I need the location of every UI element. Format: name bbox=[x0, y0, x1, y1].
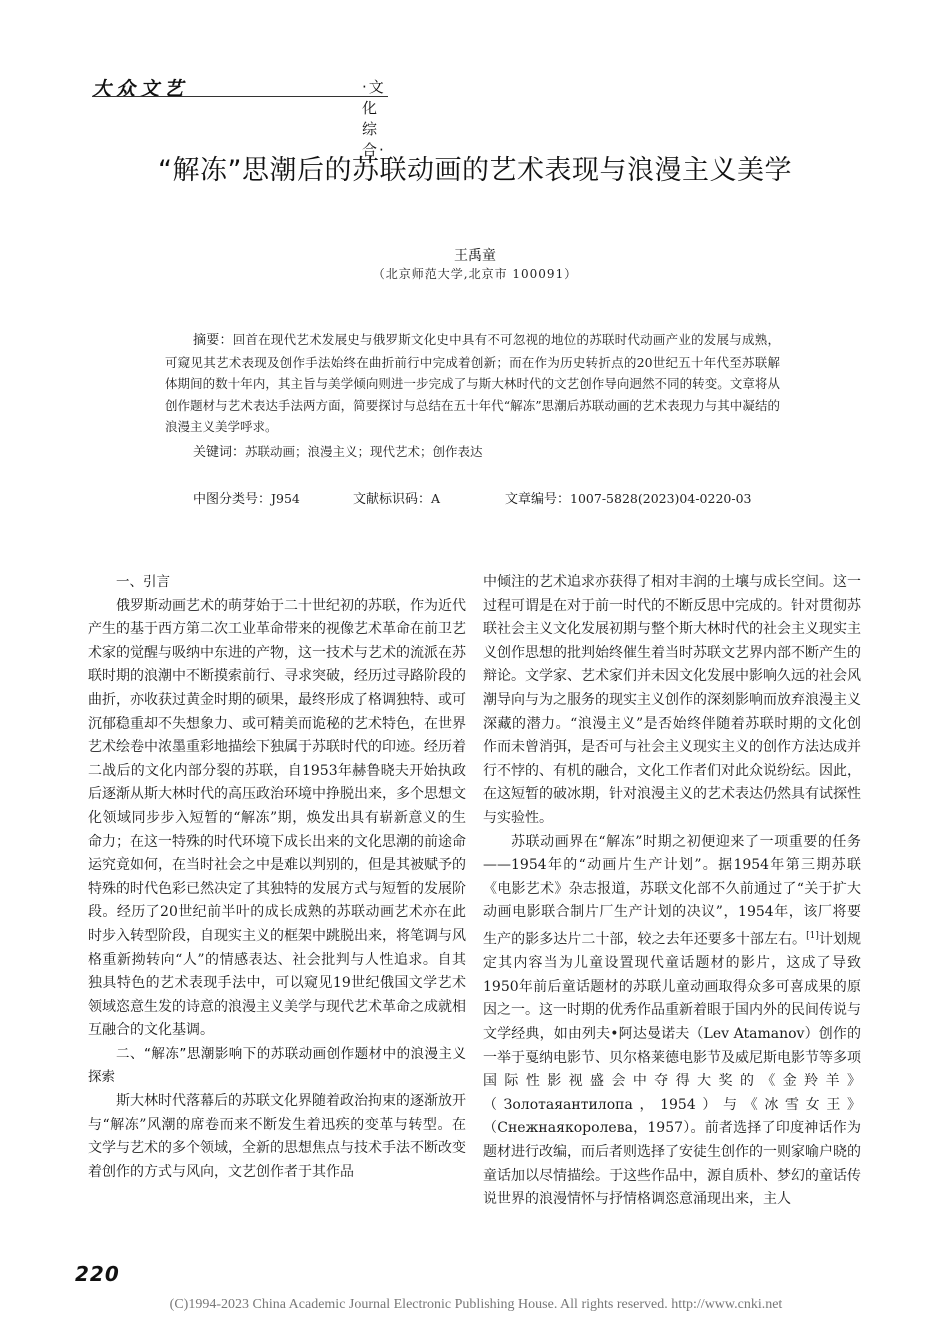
copyright-line: (C)1994-2023 China Academic Journal Electronic Publishing House. All rights reserved. http://www.cnki.net bbox=[169, 1297, 783, 1312]
paragraph-text: 苏联动画界在“解冻”时期之初便迎来了一项重要的任务——1954年的“动画片生产计划”。据1954年第三期苏联《电影艺术》杂志报道，苏联文化部不久前通过了“关于扩大动画电影联合制片厂生产计划的决议”，1954年，该厂将要生产的影多达片二十部，较之去年还要多十部左右。 bbox=[483, 833, 861, 948]
keywords bbox=[193, 441, 783, 460]
article-number bbox=[505, 488, 752, 507]
section-heading: 一、引言 bbox=[116, 574, 170, 590]
author-affiliation: （北京师范大学,北京市 100091） bbox=[372, 267, 578, 281]
citation-ref[interactable]: [1] bbox=[806, 930, 819, 941]
clc-value: J954 bbox=[271, 491, 300, 506]
journal-name: 大众文艺 bbox=[92, 78, 189, 100]
keywords-label: 关键词： bbox=[193, 445, 246, 460]
author-name: 王禹童 bbox=[454, 248, 496, 264]
paragraph: 中倾注的艺术追求亦获得了相对丰润的土壤与成长空间。这一过程可谓是在对于前一时代的不断反思中完成的。针对贯彻苏联社会主义文化发展初期与整个斯大林时代的社会主义现实主义创作思想的批判始终催生着当时苏联文艺界内部不断产生的辩论。文学家、艺术家们并未因文化发展中影响久远的社会风潮导向与为之服务的现实主义创作的深刻影响而放弃浪漫主义深藏的潜力。“浪漫主义”是否始终伴随着苏联时期的文化创作而未曾消弭，是否可与社会主义现实主义的创作方法达成并行不悖的、有机的融合，文化工作者们对此众说纷纭。因此，在这短暂的破冰期，针对浪漫主义的艺术表达仍然具有试探性与实验性。 bbox=[483, 574, 861, 826]
article-id-value: 1007-5828(2023)04-0220-03 bbox=[570, 491, 752, 506]
abstract-text: 回首在现代艺术发展史与俄罗斯文化史中具有不可忽视的地位的苏联时代动画产业的发展与成熟，可窥见其艺术表现及创作手法始终在曲折前行中完成着创新；而在作为历史转折点的20世纪五十年代至苏联解体期间的数十年内，其主旨与美学倾向则进一步完成了与斯大林时代的文艺创作导向迥然不同的转变。文章将从创作题材与艺术表达手法两方面，简要探讨与总结在五十年代“解冻”思潮后苏联动画的艺术表现力与其中凝结的浪漫主义美学呼求。 bbox=[165, 332, 780, 434]
paragraph: 斯大林时代落幕后的苏联文化界随着政治拘束的逐渐放开与“解冻”风潮的席卷而来不断发生着迅疾的变革与转型。在文学与艺术的多个领域，全新的思想焦点与技术手法不断改变着创作的方式与风向，文艺创作者于其作品 bbox=[88, 1093, 466, 1180]
running-header bbox=[92, 72, 388, 159]
clc-number bbox=[193, 488, 300, 507]
document-code bbox=[353, 488, 440, 507]
paragraph: 俄罗斯动画艺术的萌芽始于二十世纪初的苏联，作为近代产生的基于西方第二次工业革命带来的视像艺术革命在前卫艺术家的觉醒与吸纳中东进的产物，这一技术与艺术的流派在苏联时期的浪潮中不断摸索前行、寻求突破，经历过寻路阶段的曲折，亦收获过黄金时期的硕果，最终形成了格调独特、或可沉郁稳重却不失想象力、或可精美而诡秘的艺术特色，在世界艺术绘卷中浓墨重彩地描绘下独属于苏联时代的印迹。经历着二战后的文化内部分裂的苏联，自1953年赫鲁晓夫开始执政后逐渐从斯大林时代的高压政治环境中挣脱出来，多个思想文化领域同步步入短暂的“解冻”期，焕发出具有崭新意义的生命力；在这一特殊的时代环境下成长出来的文化思潮的前途命运究竟如何，在当时社会之中是难以判别的，但是其被赋予的特殊的时代色彩已然决定了其独特的发展方式与短暂的发展阶段。经历了20世纪前半叶的成长成熟的苏联动画艺术亦在此时步入转型阶段，自现实主义的框架中跳脱出来，将笔调与风格重新拗转向“人”的情感表达、社会批判与人性追求。自其独具特色的艺术表现手法中，可以窥见19世纪俄国文学艺术领域恣意生发的诗意的浪漫主义美学与现代艺术革命之成就相互融合的文化基调。 bbox=[88, 597, 466, 1039]
abstract-label: 摘要： bbox=[193, 333, 233, 348]
body-column-left bbox=[88, 571, 466, 1184]
section-label: ·文化综合· bbox=[362, 78, 386, 159]
article-id-label: 文章编号： bbox=[505, 492, 571, 507]
body-column-right bbox=[483, 571, 861, 1212]
paragraph bbox=[483, 831, 861, 1212]
header-rule bbox=[92, 96, 388, 97]
doc-code-value: A bbox=[431, 491, 441, 506]
clc-label: 中图分类号： bbox=[193, 492, 272, 507]
page-number: 220 bbox=[75, 1262, 120, 1286]
keywords-text: 苏联动画；浪漫主义；现代艺术；创作表达 bbox=[245, 444, 483, 459]
article-title: “解冻”思潮后的苏联动画的艺术表现与浪漫主义美学 bbox=[158, 155, 792, 186]
paragraph-text: 计划规定其内容当为儿童设置现代童话题材的影片，这成了导致1950年前后童话题材的苏联儿童动画取得众多可喜成果的原因之一。这一时期的优秀作品重新着眼于国内外的民间传说与文学经典，如由列夫•阿达曼诺夫（Lev Atamanov）创作的一举于戛纳电影节、贝尔格莱德电影节及威尼斯电影节等多项国际性影视盛会中夺得大奖的《金羚羊》（Золотаяантилопа，1954）与《冰雪女王》（Снежнаякоролева，1957）。前者选择了印度神话作为题材进行改编，而后者则选择了安徒生创作的一则家喻户晓的童话加以尽情描绘。于这些作品中，源自质朴、梦幻的童话传说世界的浪漫情怀与抒情格调恣意涌现出来，主人 bbox=[483, 931, 862, 1208]
section-heading: 二、“解冻”思潮影响下的苏联动画创作题材中的浪漫主义探索 bbox=[88, 1045, 466, 1086]
doc-code-label: 文献标识码： bbox=[353, 492, 432, 507]
abstract bbox=[165, 329, 780, 438]
